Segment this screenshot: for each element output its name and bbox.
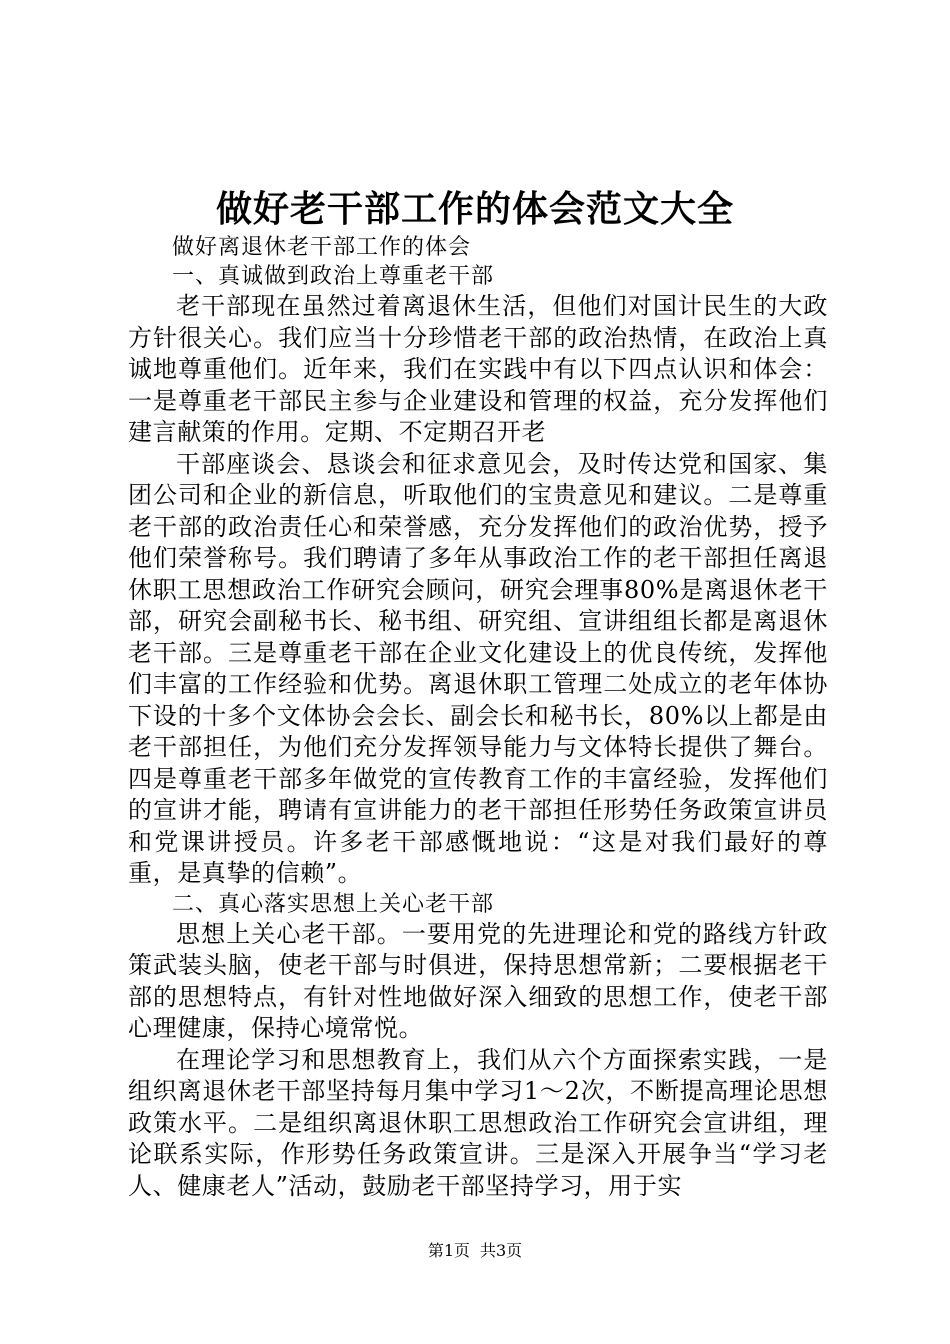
body-paragraph: 思想上关心老干部。一要用党的先进理论和党的路线方针政策武装头脑，使老干部与时俱进，保持思想常新；二要根据老干部的思想特点，有针对性地做好深入细致的思想工作，使老干部心理健康，保持心境常悦。 xyxy=(128,919,828,1042)
document-title: 做好老干部工作的体会范文大全 xyxy=(215,188,734,230)
body-paragraph: 干部座谈会、恳谈会和征求意见会，及时传达党和国家、集团公司和企业的新信息，听取他们的宝贵意见和建议。二是尊重老干部的政治责任心和荣誉感，充分发挥他们的政治优势，授予他们荣誉称号。我们聘请了多年从事政治工作的老干部担任离退休职工思想政治工作研究会顾问，研究会理事80%是离退休老干部，研究会副秘书长、秘书组、研究组、宣讲组组长都是离退休老干部。三是尊重老干部在企业文化建设上的优良传统，发挥他们丰富的工作经验和优势。离退休职工管理二处成立的老年体协下设的十多个文体协会会长、副会长和秘书长，80%以上都是由老干部担任，为他们充分发挥领导能力与文体特长提供了舞台。四是尊重老干部多年做党的宣传教育工作的丰富经验，发挥他们的宣讲才能，聘请有宣讲能力的老干部担任形势任务政策宣讲员和党课讲授员。许多老干部感慨地说：“这是对我们最好的尊重，是真挚的信赖”。 xyxy=(128,449,828,887)
subtitle-paragraph: 做好离退休老干部工作的体会 xyxy=(172,235,472,260)
section-heading-1: 一、真诚做到政治上尊重老干部 xyxy=(172,264,495,289)
page-number: 第1页 xyxy=(427,1241,470,1260)
document-body xyxy=(128,233,828,1202)
section-heading-2: 二、真心落实思想上关心老干部 xyxy=(172,891,495,917)
body-paragraph: 老干部现在虽然过着离退休生活，但他们对国计民生的大政方针很关心。我们应当十分珍惜老干部的政治热情，在政治上真诚地尊重他们。近年来，我们在实践中有以下四点认识和体会：一是尊重老干部民主参与企业建设和管理的权益，充分发挥他们建言献策的作用。定期、不定期召开老 xyxy=(128,292,828,446)
page-footer xyxy=(0,1240,950,1262)
page-total: 共3页 xyxy=(480,1241,523,1260)
body-paragraph: 在理论学习和思想教育上，我们从六个方面探索实践，一是组织离退休老干部坚持每月集中学习1～2次，不断提高理论思想政策水平。二是组织离退休职工思想政治工作研究会宣讲组，理论联系实际，作形势任务政策宣讲。三是深入开展争当“学习老人、健康老人”活动，鼓励老干部坚持学习，用于实 xyxy=(128,1045,828,1200)
